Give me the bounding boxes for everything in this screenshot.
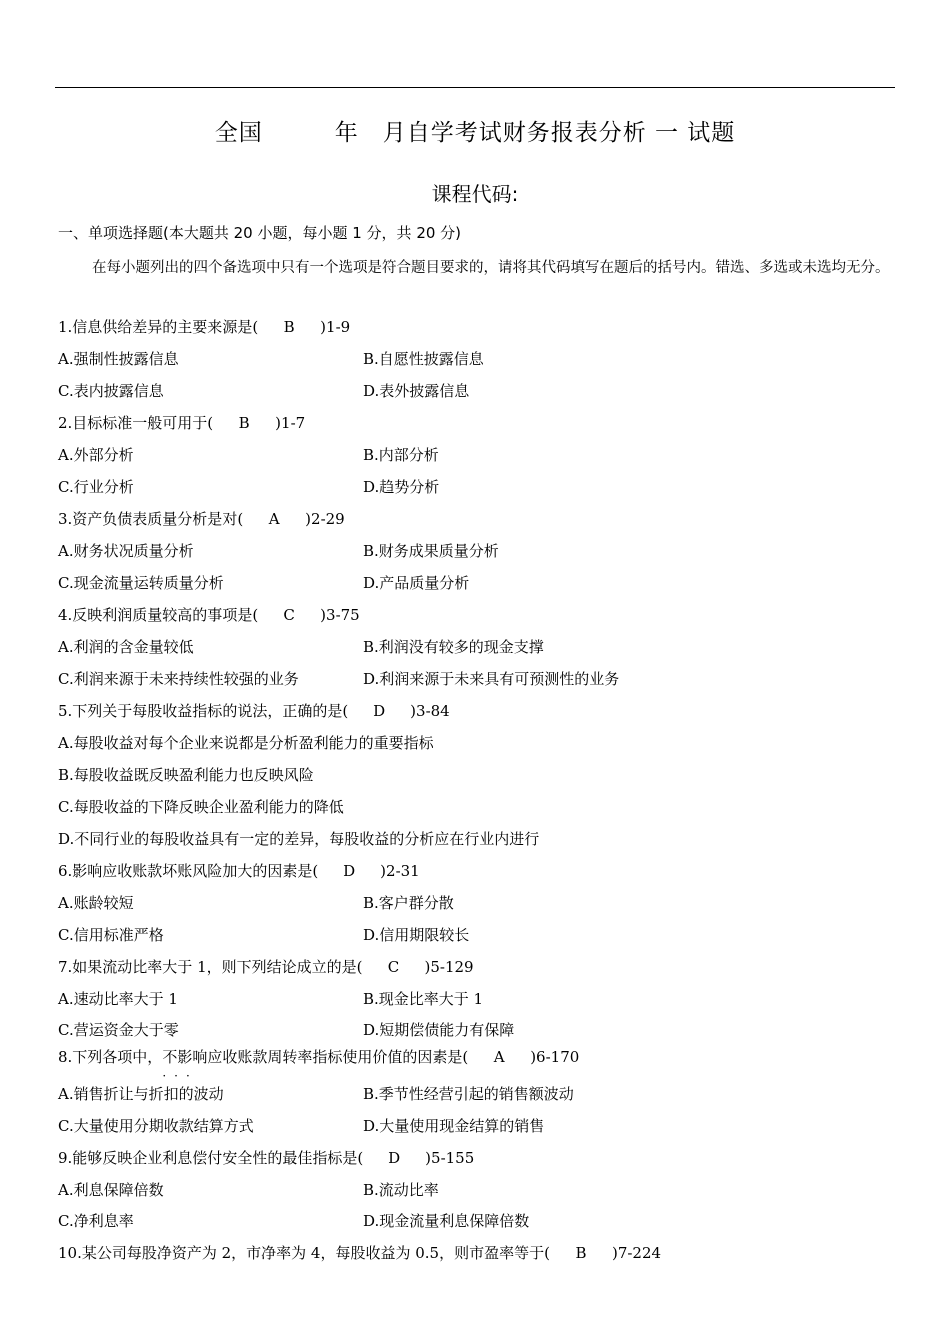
option-c: C.表内披露信息 (58, 382, 164, 400)
option-b: B.流动比率 (363, 1181, 439, 1199)
option-c: C.净利息率 (58, 1212, 134, 1230)
page-title: 全国 年 月自学考试财务报表分析 一 试题 (214, 120, 736, 146)
question-9 (58, 1147, 918, 1169)
question-stem: 9.能够反映企业利息偿付安全性的最佳指标是( (58, 1149, 364, 1167)
question-10 (58, 1242, 918, 1264)
option-a: A.每股收益对每个企业来说都是分析盈利能力的重要指标 (58, 734, 434, 752)
option-d: D.现金流量利息保障倍数 (363, 1212, 530, 1230)
option-b: B.现金比率大于 1 (363, 990, 484, 1008)
option-c: C.信用标准严格 (58, 926, 164, 944)
question-stem: 6.影响应收账款坏账风险加大的因素是( (58, 862, 319, 880)
question-stem: 应收账款周转率指标使用价值的因素是( (207, 1048, 469, 1066)
option-b: B.季节性经营引起的销售额波动 (363, 1085, 574, 1103)
option-d: D.产品质量分析 (363, 574, 470, 592)
option-a: A.账龄较短 (58, 894, 134, 912)
question-ref: )7-224 (611, 1244, 662, 1262)
header-rule (55, 87, 895, 88)
answer-mark: C (283, 606, 295, 624)
question-ref: )6-170 (530, 1048, 580, 1066)
answer-mark: C (387, 958, 400, 976)
option-b: B.自愿性披露信息 (363, 350, 484, 368)
question-stem: 2.目标标准一般可用于( (58, 414, 214, 432)
section-heading: 一、单项选择题(本大题共 20 小题，每小题 1 分，共 20 分) (58, 224, 462, 242)
question-ref: )3-84 (410, 702, 450, 720)
option-b: B.每股收益既反映盈利能力也反映风险 (58, 766, 314, 784)
option-d: D.趋势分析 (363, 478, 440, 496)
emphasis-dots: ··· (162, 1069, 198, 1083)
option-a: A.财务状况质量分析 (58, 542, 194, 560)
answer-mark: D (343, 862, 356, 880)
question-8 (58, 1046, 918, 1083)
question-ref: )3-75 (320, 606, 360, 624)
option-c: C.营运资金大于零 (58, 1021, 179, 1039)
answer-mark: A (268, 510, 280, 528)
option-d: D.利润来源于未来具有可预测性的业务 (363, 670, 620, 688)
option-d: D.不同行业的每股收益具有一定的差异，每股收益的分析应在行业内进行 (58, 830, 540, 848)
option-c: C.利润来源于未来持续性较强的业务 (58, 670, 299, 688)
option-b: B.利润没有较多的现金支撑 (363, 638, 544, 656)
question-ref: )5-129 (424, 958, 474, 976)
question-stem: 10.某公司每股净资产为 2，市净率为 4，每股收益为 0.5，则市盈率等于( (58, 1244, 550, 1262)
option-d: D.短期偿债能力有保障 (363, 1021, 515, 1039)
question-7 (58, 956, 918, 978)
answer-mark: B (575, 1244, 587, 1262)
answer-mark: D (373, 702, 386, 720)
answer-mark: B (238, 414, 250, 432)
question-stem: 5.下列关于每股收益指标的说法，正确的是( (58, 702, 349, 720)
option-a: A.利息保障倍数 (58, 1181, 164, 1199)
question-stem: 8.下列各项中， (58, 1048, 163, 1066)
option-a: A.销售折让与折扣的波动 (58, 1085, 224, 1103)
question-5 (58, 700, 918, 722)
emphasis-text: 不影响 ··· (162, 1048, 207, 1066)
option-b: B.客户群分散 (363, 894, 454, 912)
option-c: C.每股收益的下降反映企业盈利能力的降低 (58, 798, 344, 816)
option-b: B.财务成果质量分析 (363, 542, 499, 560)
option-c: C.行业分析 (58, 478, 134, 496)
answer-mark: D (388, 1149, 401, 1167)
option-c: C.现金流量运转质量分析 (58, 574, 224, 592)
question-stem: 3.资产负债表质量分析是对( (58, 510, 244, 528)
question-ref: )2-31 (380, 862, 420, 880)
option-a: A.速动比率大于 1 (58, 990, 178, 1008)
question-ref: )1-9 (320, 318, 351, 336)
option-a: A.强制性披露信息 (58, 350, 179, 368)
option-d: D.表外披露信息 (363, 382, 470, 400)
question-3 (58, 508, 918, 530)
option-c: C.大量使用分期收款结算方式 (58, 1117, 254, 1135)
section-instruction: 在每小题列出的四个备选项中只有一个选项是符合题目要求的，请将其代码填写在题后的括号内。错选、多选或未选均无分。 (92, 260, 890, 276)
question-ref: )1-7 (275, 414, 306, 432)
question-stem: 1.信息供给差异的主要来源是( (58, 318, 259, 336)
option-a: A.外部分析 (58, 446, 134, 464)
answer-mark: A (493, 1048, 505, 1066)
question-stem: 7.如果流动比率大于 1，则下列结论成立的是( (58, 958, 363, 976)
option-b: B.内部分析 (363, 446, 439, 464)
question-ref: )2-29 (305, 510, 345, 528)
question-4 (58, 604, 918, 626)
option-a: A.利润的含金量较低 (58, 638, 194, 656)
option-d: D.大量使用现金结算的销售 (363, 1117, 545, 1135)
question-6 (58, 860, 918, 882)
option-d: D.信用期限较长 (363, 926, 470, 944)
question-stem: 4.反映利润质量较高的事项是( (58, 606, 259, 624)
question-2 (58, 412, 918, 434)
question-1 (58, 316, 918, 338)
question-ref: )5-155 (425, 1149, 475, 1167)
answer-mark: B (283, 318, 295, 336)
course-code-label: 课程代码: (431, 182, 519, 206)
